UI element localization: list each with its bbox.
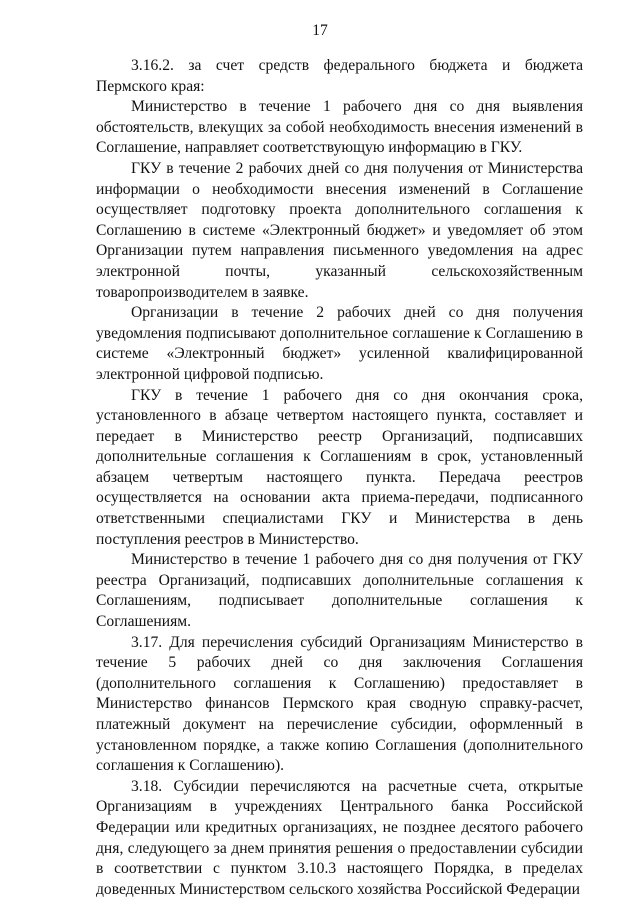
paragraph-3-17: 3.17. Для перечисления субсидий Организациям Министерство в течение 5 рабочих дней со дня заключения Соглашения (дополнительного соглашения к Соглашению) предоставляет в Министерство финансов Пермского края сводную справку-расчет, платежный документ на перечисление субсидии, оформленный в установленном порядке, а также копию Соглашения (дополнительного соглашения к Соглашению). — [96, 633, 583, 775]
page-number: 17 — [312, 22, 328, 39]
paragraph-3-16-2: 3.16.2. за счет средств федерального бюджета и бюджета Пермского края: — [96, 57, 583, 95]
paragraph-gku-registry: ГКУ в течение 1 рабочего дня со дня окончания срока, установленного в абзаце четвертом настоящего пункта, составляет и передает в Министерство реестр Организаций, подписавших дополнительные соглашения к Соглашениям в срок, установленный абзацем четвертым настоящего пункта. Передача реестров осуществляется на основании акта приема-передачи, подписанного ответственными специалистами ГКУ и Министерства в день поступления реестров в Министерство. — [96, 386, 583, 548]
document-body — [96, 56, 583, 900]
paragraph-ministry-signs: Министерство в течение 1 рабочего дня со дня получения от ГКУ реестра Организаций, подписавших дополнительные соглашения к Соглашениям, подписывает дополнительные соглашения к Соглашениям. — [96, 551, 583, 631]
paragraph-3-18: 3.18. Субсидии перечисляются на расчетные счета, открытые Организациям в учреждениях Центрального банка Российской Федерации или кредитных организациях, не позднее десятого рабочего дня, следующего за днем принятия решения о предоставлении субсидии в соответствии с пунктом 3.10.3 настоящего Порядка, в пределах доведенных Министерством сельского хозяйства Российской Федерации — [96, 777, 583, 898]
paragraph-gku-preparation: ГКУ в течение 2 рабочих дней со дня получения от Министерства информации о необходимости внесения изменений в Соглашение осуществляет подготовку проекта дополнительного соглашения к Соглашению в системе «Электронный бюджет» и уведомляет об этом Организации путем направления письменного уведомления на адрес электронной почты, указанный сельскохозяйственным товаропроизводителем в заявке. — [96, 159, 583, 301]
paragraph-organizations-sign: Организации в течение 2 рабочих дней со дня получения уведомления подписывают дополнительное соглашение к Соглашению в системе «Электронный бюджет» усиленной квалифицированной электронной цифровой подписью. — [96, 304, 583, 383]
paragraph-ministry-notice: Министерство в течение 1 рабочего дня со дня выявления обстоятельств, влекущих за собой необходимость внесения изменений в Соглашение, направляет соответствующую информацию в ГКУ. — [96, 98, 583, 157]
